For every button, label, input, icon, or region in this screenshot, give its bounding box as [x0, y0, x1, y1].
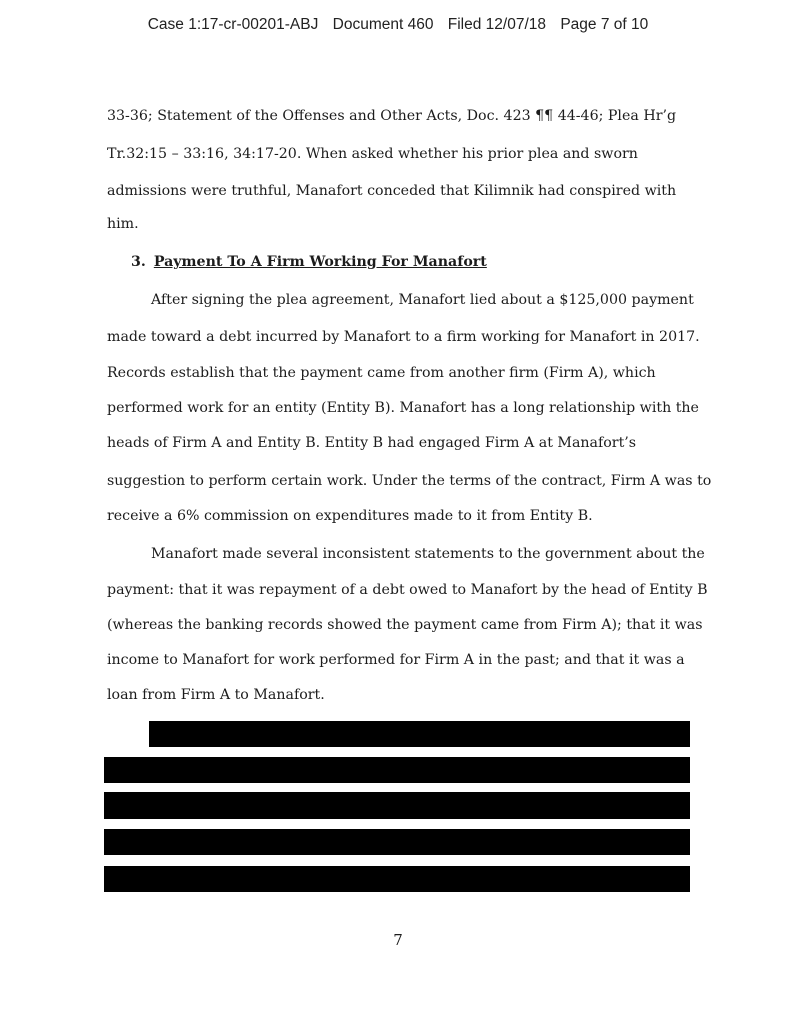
section-title: Payment To A Firm Working For Manafort — [153, 254, 487, 270]
redaction-bar — [104, 829, 690, 855]
paragraph-1-line-2: Tr.32:15 – 33:16, 34:17-20. When asked whether his prior plea and sworn — [107, 146, 638, 162]
paragraph-3-line-3: (whereas the banking records showed the payment came from Firm A); that it was — [107, 617, 703, 633]
document-number: Document 460 — [332, 16, 434, 33]
paragraph-3-line-4: income to Manafort for work performed for Firm A in the past; and that it was a — [107, 652, 685, 668]
paragraph-1-line-3: admissions were truthful, Manafort conceded that Kilimnik had conspired with — [107, 183, 677, 199]
paragraph-1-line-4: him. — [107, 216, 139, 232]
paragraph-3-line-1: Manafort made several inconsistent statements to the government about the — [151, 546, 705, 562]
redaction-bar — [104, 757, 690, 783]
paragraph-3-line-5: loan from Firm A to Manafort. — [107, 687, 325, 703]
page-indicator: Page 7 of 10 — [560, 16, 649, 33]
case-number: Case 1:17-cr-00201-ABJ — [147, 16, 319, 33]
paragraph-2-line-6: suggestion to perform certain work. Under the terms of the contract, Firm A was to — [107, 473, 712, 489]
redaction-bar — [104, 866, 690, 892]
paragraph-2-line-1: After signing the plea agreement, Manafort lied about a $125,000 payment — [151, 292, 694, 308]
paragraph-2-line-3: Records establish that the payment came from another firm (Firm A), which — [107, 365, 656, 381]
redaction-bar — [149, 721, 690, 747]
section-number: 3. — [131, 254, 146, 270]
section-heading — [131, 254, 487, 270]
paragraph-2-line-5: heads of Firm A and Entity B. Entity B had engaged Firm A at Manafort’s — [107, 435, 637, 451]
filed-date: Filed 12/07/18 — [447, 16, 547, 33]
paragraph-2-line-2: made toward a debt incurred by Manafort to a firm working for Manafort in 2017. — [107, 329, 700, 345]
page-number: 7 — [393, 931, 403, 949]
paragraph-2-line-7: receive a 6% commission on expenditures made to it from Entity B. — [107, 508, 593, 524]
paragraph-1-line-1: 33-36; Statement of the Offenses and Other Acts, Doc. 423 ¶¶ 44-46; Plea Hr’g — [107, 108, 677, 124]
paragraph-3-line-2: payment: that it was repayment of a debt owed to Manafort by the head of Entity B — [107, 582, 708, 598]
redaction-bar — [104, 792, 690, 819]
paragraph-2-line-4: performed work for an entity (Entity B). Manafort has a long relationship with the — [107, 400, 699, 416]
